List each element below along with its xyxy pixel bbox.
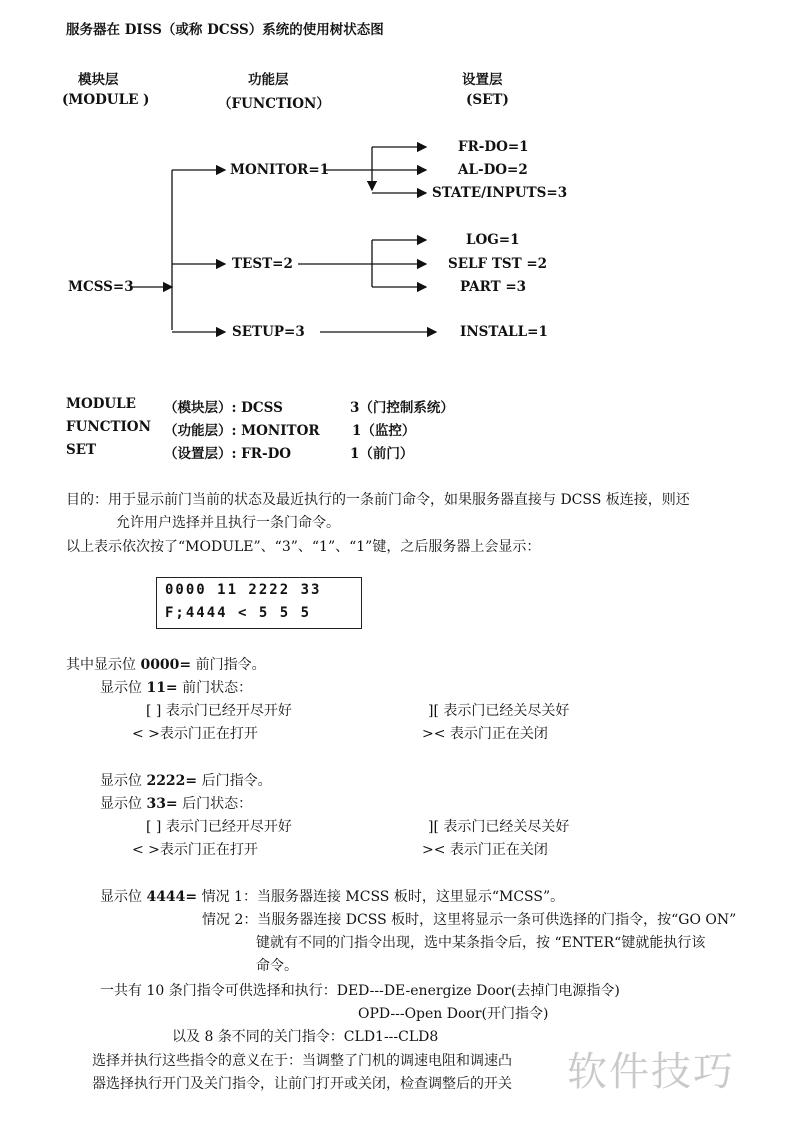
case2-line-3: 命令。 <box>256 958 298 974</box>
node-test: TEST=2 <box>232 256 293 272</box>
commands-line-1: 一共有 10 条门指令可供选择和执行：DED---DE-energize Door(去掉门电源指令) <box>100 983 620 999</box>
legend-key-module: MODULE <box>66 396 136 412</box>
layer-function: 功能层 <box>248 72 289 88</box>
final-line-2: 器选择执行开门及关门指令，让前门打开或关闭，检查调整后的开关 <box>92 1076 512 1092</box>
status-close-done-2: ][ 表示门已经关尽关好 <box>428 819 570 835</box>
legend-val-module: （模块层）: DCSS <box>164 400 283 416</box>
case2-line-1: 情况 2：当服务器连接 DCSS 板时，这里将显示一条可供选择的门指令，按“GO ON” <box>202 912 737 928</box>
node-log: LOG=1 <box>466 232 520 248</box>
node-part: PART =3 <box>460 279 527 295</box>
tree-diagram <box>0 0 800 360</box>
legend-num-function: 1（监控） <box>352 423 416 439</box>
commands-line-3: 以及 8 条不同的关门指令：CLD1---CLD8 <box>172 1029 439 1045</box>
final-line-1: 选择并执行这些指令的意义在于：当调整了门机的调速电阻和调速凸 <box>92 1053 512 1069</box>
layer-module: 模块层 <box>78 72 119 88</box>
page-title: 服务器在 DISS（或称 DCSS）系统的使用树状态图 <box>66 22 384 38</box>
purpose-line-1: 目的：用于显示前门当前的状态及最近执行的一条前门命令，如果服务器直接与 DCSS 板连接，则还 <box>66 492 690 508</box>
display-row-1: 0000 11 2222 33 <box>165 582 322 598</box>
legend-val-set: （设置层）: FR-DO <box>164 446 292 462</box>
status-closing-1: >< 表示门正在关闭 <box>422 726 548 742</box>
node-monitor: MONITOR=1 <box>230 162 330 178</box>
status-open-done-1: [ ] 表示门已经开尽开好 <box>146 703 292 719</box>
status-opening-1: < >表示门正在打开 <box>132 726 258 742</box>
node-fr-do: FR-DO=1 <box>458 139 529 155</box>
case2-line-2: 键就有不同的门指令出现，选中某条指令后，按 “ENTER“键就能执行该 <box>256 935 706 951</box>
legend-num-module: 3（门控制系统） <box>350 400 454 416</box>
explain-2222: 显示位 2222= 后门指令。 <box>100 773 272 789</box>
layer-function-en: （FUNCTION） <box>218 96 330 112</box>
explain-0000: 其中显示位 0000= 前门指令。 <box>66 657 266 673</box>
node-root: MCSS=3 <box>68 279 134 295</box>
status-open-done-2: [ ] 表示门已经开尽开好 <box>146 819 292 835</box>
legend-key-set: SET <box>66 442 97 458</box>
display-row-2: F;4444 < 5 5 5 <box>165 605 312 621</box>
node-state-inputs: STATE/INPUTS=3 <box>432 185 568 201</box>
layer-set: 设置层 <box>462 72 503 88</box>
status-closing-2: >< 表示门正在关闭 <box>422 842 548 858</box>
explain-11: 显示位 11= 前门状态： <box>100 680 253 696</box>
legend-key-function: FUNCTION <box>66 419 151 435</box>
node-setup: SETUP=3 <box>232 324 305 340</box>
purpose-line-2: 允许用户选择并且执行一条门命令。 <box>116 515 340 531</box>
status-close-done-1: ][ 表示门已经关尽关好 <box>428 703 570 719</box>
node-install: INSTALL=1 <box>460 324 548 340</box>
node-self-tst: SELF TST =2 <box>448 256 548 272</box>
purpose-line-3: 以上表示依次按了“MODULE”、“3”、“1”、“1”键，之后服务器上会显示： <box>66 539 541 555</box>
layer-set-en: (SET) <box>466 92 509 108</box>
explain-33: 显示位 33= 后门状态： <box>100 796 253 812</box>
legend-val-function: （功能层）: MONITOR <box>164 423 320 439</box>
layer-module-en: (MODULE ) <box>62 92 150 108</box>
watermark: 软件技巧 <box>567 1049 735 1095</box>
display-box <box>156 577 362 629</box>
explain-4444: 显示位 4444= 情况 1：当服务器连接 MCSS 板时，这里显示“MCSS”。 <box>100 889 565 905</box>
legend-num-set: 1（前门） <box>350 446 414 462</box>
commands-line-2: OPD---Open Door(开门指令) <box>358 1006 549 1022</box>
node-al-do: AL-DO=2 <box>458 162 528 178</box>
status-opening-2: < >表示门正在打开 <box>132 842 258 858</box>
